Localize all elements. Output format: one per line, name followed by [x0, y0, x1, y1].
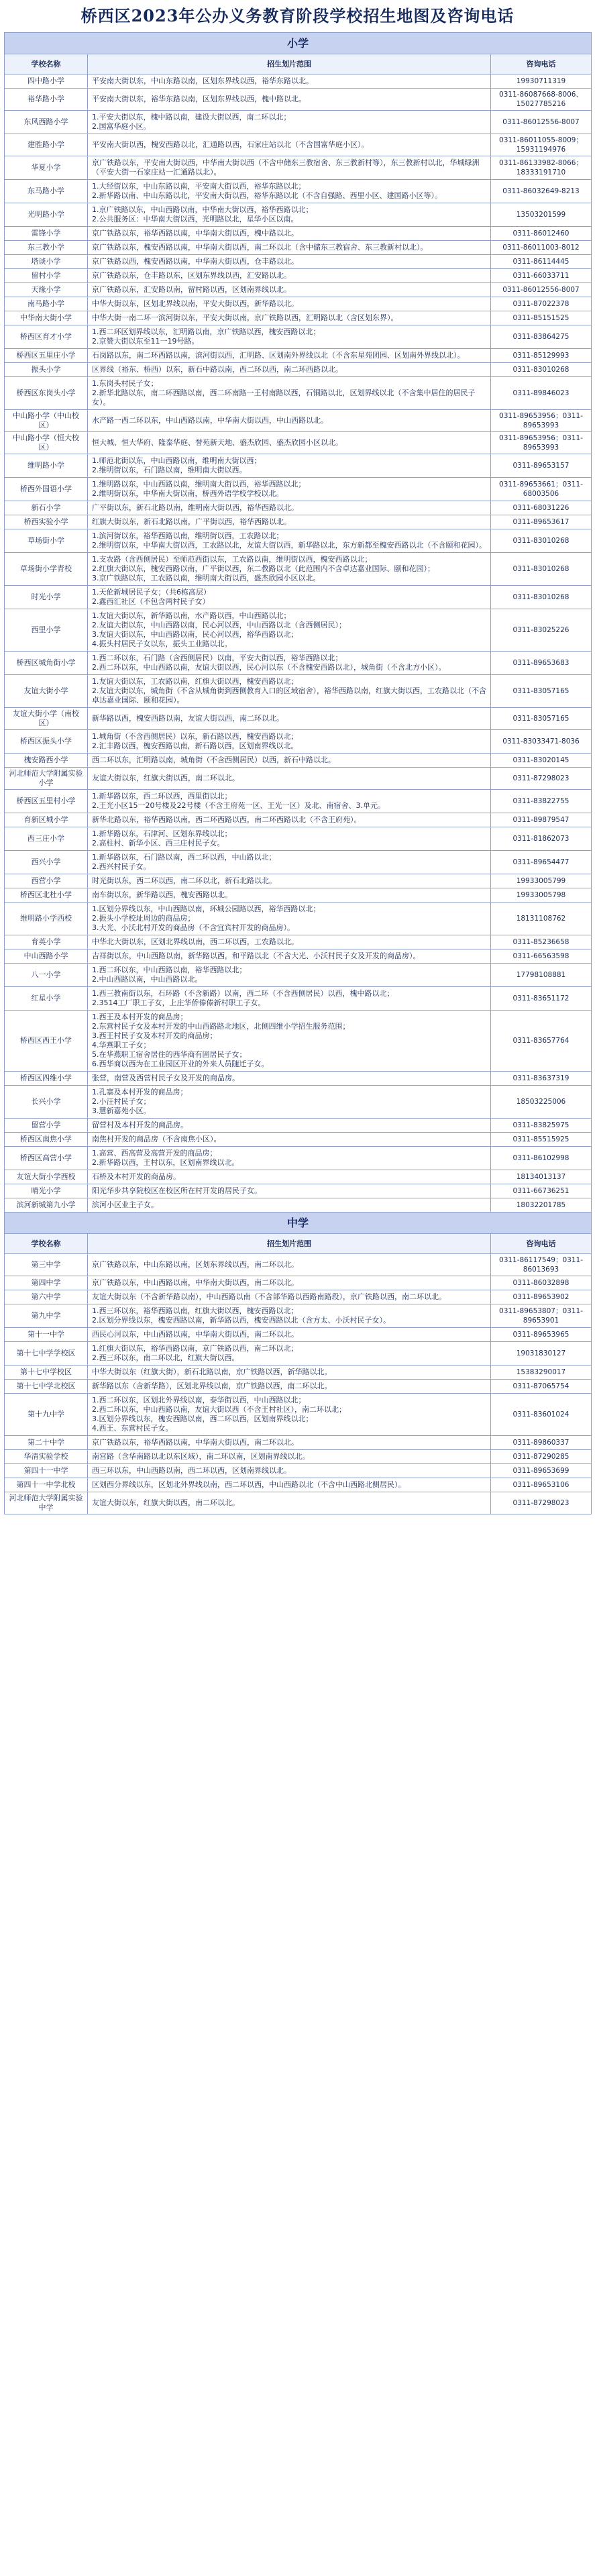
column-header-phone: 咨询电话	[491, 54, 592, 74]
table-row	[5, 454, 592, 478]
enrollment-range: 南车街以东，新华路以西，槐安西路以北。	[88, 888, 491, 903]
table-row	[5, 1328, 592, 1342]
school-name: 第四十一中学	[5, 1464, 88, 1478]
table-row	[5, 410, 592, 432]
consult-phone: 0311-86011055-8009；15931194976	[491, 134, 592, 156]
school-name: 中山路小学（中山校区）	[5, 410, 88, 432]
enrollment-range: 1.友谊大街以东，工农路以南，红旗大街以西，槐安西路以北； 2.友谊大街以东，城角街（不含从城角街到西侧教育入口的区域宿舍），裕华西路以南，红旗大街以西，工农路以北（不含卓达嘉业国际、颐和花园）。	[88, 675, 491, 708]
consult-phone: 0311-89653683	[491, 652, 592, 675]
table-row	[5, 1366, 592, 1380]
school-name: 桥西外国语小学	[5, 478, 88, 501]
table-row	[5, 949, 592, 964]
consult-phone: 0311-83637319	[491, 1072, 592, 1086]
school-name: 塔谈小学	[5, 255, 88, 269]
enrollment-range: 京广铁路以东，槐安西路以南，中华南大街以西，南二环以北（含中储东三教宿舍、东三教新村以北）。	[88, 241, 491, 255]
table-row	[5, 708, 592, 730]
school-name: 留营小学	[5, 1119, 88, 1133]
school-name: 裕华路小学	[5, 89, 88, 111]
table-row	[5, 903, 592, 935]
school-name: 红星小学	[5, 987, 88, 1011]
consult-phone: 0311-86012556-8007	[491, 283, 592, 297]
column-header-range: 招生划片范围	[88, 54, 491, 74]
enrollment-range: 中华北大街以东，区划北界线以南，西二环以西，工农路以北。	[88, 935, 491, 949]
consult-phone: 0311-83825975	[491, 1119, 592, 1133]
section-header-row	[5, 1213, 592, 1234]
table-row	[5, 529, 592, 553]
enrollment-range: 1.天伦新城居民子女；（共6栋高层） 2.鑫西汇社区（不包含两村民子女）	[88, 586, 491, 609]
school-name: 东风西路小学	[5, 111, 88, 134]
school-name: 第四十一中学北校	[5, 1478, 88, 1492]
enrollment-range: 吉祥街以东，中山西路以南，新华路以西，和平路以北（不含大光、小沃村民子女及开发的商品房）。	[88, 949, 491, 964]
table-row	[5, 1464, 592, 1478]
school-name: 维明路小学西校	[5, 903, 88, 935]
table-row	[5, 730, 592, 754]
enrollment-range: 广平街以东，新石北路以南，维明南大街以西，裕华西路以北。	[88, 501, 491, 515]
table-row	[5, 1133, 592, 1147]
school-name: 中山西路小学	[5, 949, 88, 964]
enrollment-range: 1.东岗头村民子女； 2.新华北路以东，南二环西路以南，西二环南路一王村南路以西，石铜路以北，区划界线以北（不含集中居住的居民子女）。	[88, 377, 491, 410]
enrollment-range: 1.支农路（含西侧居民）至师范西街以东，工农路以南，维明街以西，槐安西路以北； 2.红旗大街以东，槐安西路以南，广平街以西，东二教路以北（此范围内不含卓达嘉业国际、颐和花园）； 3.京广铁路以东，工农路以南，维明南大街以西，盛杰欣园小区以北。	[88, 553, 491, 586]
consult-phone: 0311-87298023	[491, 1492, 592, 1514]
school-name: 桥西区五里庄小学	[5, 349, 88, 363]
consult-phone: 0311-85236658	[491, 935, 592, 949]
school-name: 东马路小学	[5, 180, 88, 203]
school-name: 桥西区五里村小学	[5, 790, 88, 813]
table-row	[5, 269, 592, 283]
consult-phone: 0311-83033471-8036	[491, 730, 592, 754]
enrollment-range: 1.红旗大街以东，裕华西路以南，京广铁路以西，南二环以北； 2.西三环以东，南二环以北，红旗大街以西。	[88, 1342, 491, 1366]
school-name: 四中路小学	[5, 74, 88, 89]
enrollment-range: 京广铁路以西，槐安西路以南，中华南大街以西，仓丰路以北。	[88, 255, 491, 269]
table-row	[5, 1342, 592, 1366]
enrollment-range: 1.西二环区划界线以东，汇明路以南，京广铁路以西，槐安西路以北； 2.京赞大街以东至11一19号路。	[88, 325, 491, 349]
enrollment-range: 1.区划分界线以东，中山西路以南，环城公园路以西，裕华西路以北； 2.振头小学校址周边的商品房； 3.大光、小沃北村开发的商品房（不含宜宾村开发的商品房）。	[88, 903, 491, 935]
enrollment-range: 中华大街以东，区划北界线以南，平安大街以西，新华路以北。	[88, 297, 491, 311]
school-name: 桥西区高营小学	[5, 1147, 88, 1170]
enrollment-range: 张营，南营及西营村民子女及开发的商品房。	[88, 1072, 491, 1086]
consult-phone: 0311-86117549；0311-86013693	[491, 1254, 592, 1276]
school-name: 西里小学	[5, 609, 88, 652]
enrollment-range: 平安南大街以东，中山东路以南，区划东界线以西，裕华东路以北。	[88, 74, 491, 89]
consult-phone: 0311-86114445	[491, 255, 592, 269]
school-name: 雷锋小学	[5, 227, 88, 241]
school-name: 桥西区南焦小学	[5, 1133, 88, 1147]
section-header-row	[5, 33, 592, 54]
school-name: 桥西区西王小学	[5, 1011, 88, 1072]
enrollment-range: 西三环以东，中山西路以南，西二环以西，区划南界线以北。	[88, 1464, 491, 1478]
enrollment-range: 西民心河以东，中山西路以南，中华南大街以西，南二环以北。	[88, 1328, 491, 1342]
table-row	[5, 363, 592, 377]
table-row	[5, 1254, 592, 1276]
consult-phone: 0311-89653157	[491, 454, 592, 478]
table-row	[5, 1478, 592, 1492]
consult-phone: 17798108881	[491, 964, 592, 987]
enrollment-range: 水产路一西二环以东，中山西路以南，中华南大街以西，中山西路以北。	[88, 410, 491, 432]
school-name: 桥西区振头小学	[5, 730, 88, 754]
enrollment-range: 1.京广铁路以东，中山西路以南，中华南大街以西，裕华西路以北； 2.公共服务区：中华南大街以西，光明路以北，星华小区以南。	[88, 203, 491, 227]
consult-phone: 0311-83025226	[491, 609, 592, 652]
enrollment-table	[4, 32, 592, 1514]
school-name: 八一小学	[5, 964, 88, 987]
consult-phone: 19933005798	[491, 888, 592, 903]
school-name: 桥西区育才小学	[5, 325, 88, 349]
table-row	[5, 652, 592, 675]
enrollment-range: 1.城角街（不含西侧居民）以东，新石路以西，槐安西路以北； 2.汇丰路以西，槐安西路以南，新石路以西，区划南界线以北。	[88, 730, 491, 754]
school-name: 第十七中学学校区	[5, 1342, 88, 1366]
table-row	[5, 987, 592, 1011]
table-row	[5, 813, 592, 827]
enrollment-range: 京广铁路以东，平安南大街以西，中华南大街以西（不含中储东三教宿舍、东三教新村等），东三教新村以北，华城绿洲（平安大街一石家庄站一汇通路以北）。	[88, 156, 491, 180]
enrollment-range: 石桥及本村开发的商品房。	[88, 1170, 491, 1184]
table-row	[5, 1304, 592, 1328]
enrollment-range: 1.新华路以东，石门路以南，西二环以西，中山路以北； 2.西兴村民子女。	[88, 851, 491, 874]
school-name: 友谊大街小学	[5, 675, 88, 708]
table-row	[5, 478, 592, 501]
school-name: 天缘小学	[5, 283, 88, 297]
column-header-name: 学校名称	[5, 1234, 88, 1254]
school-name: 第四中学	[5, 1276, 88, 1290]
table-row	[5, 325, 592, 349]
table-row	[5, 89, 592, 111]
school-name: 时光小学	[5, 586, 88, 609]
table-row	[5, 1147, 592, 1170]
enrollment-range: 1.大经街以东，中山东路以南，平安南大街以西，裕华东路以北； 2.新华路以南、中山东路以北，平安南大街以西，裕华东路以北（不含自强路、西里小区、建国路小区等）。	[88, 180, 491, 203]
column-header-row	[5, 54, 592, 74]
consult-phone: 15383290017	[491, 1366, 592, 1380]
column-header-range: 招生划片范围	[88, 1234, 491, 1254]
consult-phone: 0311-86032649-8213	[491, 180, 592, 203]
enrollment-range: 南宫路（含华南路以北以东区域），南二环以南，区划南界线以北。	[88, 1450, 491, 1464]
school-name: 滨河新城第九小学	[5, 1198, 88, 1213]
table-row	[5, 311, 592, 325]
enrollment-range: 石岗路以东，南二环西路以南，滨河街以西，汇明路、区划南外界线以北（不含东星苑团园、区划南外界线以北）。	[88, 349, 491, 363]
table-row	[5, 156, 592, 180]
table-row	[5, 432, 592, 454]
school-name: 第十七中学校区	[5, 1366, 88, 1380]
consult-phone: 0311-83822755	[491, 790, 592, 813]
school-name: 第六中学	[5, 1290, 88, 1304]
school-name: 第三中学	[5, 1254, 88, 1276]
school-name: 华夏小学	[5, 156, 88, 180]
enrollment-range: 南焦村开发的商品房（不含南焦小区）。	[88, 1133, 491, 1147]
consult-phone: 0311-87065754	[491, 1380, 592, 1394]
table-row	[5, 1380, 592, 1394]
enrollment-range: 1.师范北街以东，中山西路以南，维明南大街以西； 2.维明街以东，石门路以南，维明南大街以西。	[88, 454, 491, 478]
table-row	[5, 1119, 592, 1133]
consult-phone: 0311-85129993	[491, 349, 592, 363]
consult-phone: 18131108762	[491, 903, 592, 935]
consult-phone: 0311-81862073	[491, 827, 592, 851]
consult-phone: 0311-66563598	[491, 949, 592, 964]
enrollment-range: 1.友谊大街以东，新华路以南，水产路以西，中山西路以北； 2.友谊大街以东，中山西路以南，民心河以西，中山西路以北（含西侧居民）； 3.友谊大街以东，中山西路以南，民心河以西，裕华西路以北； 4.振头村居民子女以东，振头工业路以北。	[88, 609, 491, 652]
consult-phone: 0311-83057165	[491, 675, 592, 708]
table-row	[5, 515, 592, 529]
enrollment-range: 1.西二环以东，中山西路以南，裕华西路以北； 2.中山西路以南，中山西路以北。	[88, 964, 491, 987]
enrollment-range: 中华大街以东（红旗大街），新石北路以南，京广铁路以西，新华路以北。	[88, 1366, 491, 1380]
school-name: 留村小学	[5, 269, 88, 283]
enrollment-range: 恒大城、恒大华府、隆泰华庭、誉苑新天地、盛杰欣园、盛杰欣园小区以北。	[88, 432, 491, 454]
enrollment-range: 平安南大街以西，槐安西路以北，汇通路以西，石家庄站以北（不含国富华庭小区）。	[88, 134, 491, 156]
table-row	[5, 180, 592, 203]
consult-phone: 19930711319	[491, 74, 592, 89]
school-name: 晴光小学	[5, 1184, 88, 1198]
table-row	[5, 1170, 592, 1184]
enrollment-range: 阳光华步共享院校区在校区所在村开发的居民子女。	[88, 1184, 491, 1198]
school-name: 华清实验学校	[5, 1450, 88, 1464]
consult-phone: 0311-68031226	[491, 501, 592, 515]
consult-phone: 18503225006	[491, 1086, 592, 1119]
table-row	[5, 586, 592, 609]
school-name: 河北师范大学附属实验小学	[5, 768, 88, 790]
school-name: 桥西实验小学	[5, 515, 88, 529]
table-row	[5, 349, 592, 363]
school-name: 第二十中学	[5, 1436, 88, 1450]
column-header-name: 学校名称	[5, 54, 88, 74]
table-row	[5, 1394, 592, 1436]
page-title: 桥西区2023年公办义务教育阶段学校招生地图及咨询电话	[80, 6, 515, 25]
school-name: 桥西区东岗头小学	[5, 377, 88, 410]
enrollment-range: 红旗大街以东，新石北路以南，广平街以西，裕华西路以北。	[88, 515, 491, 529]
table-row	[5, 1072, 592, 1086]
school-name: 西兴小学	[5, 851, 88, 874]
table-row	[5, 1086, 592, 1119]
consult-phone: 0311-89653956；0311-89653993	[491, 410, 592, 432]
enrollment-range: 1.维明路以东，中山西路以南，维明南大街以西，裕华西路以北； 2.维明街以东，中华南大街以南，桥西外语学校学校以北。	[88, 478, 491, 501]
consult-phone: 0311-89653617	[491, 515, 592, 529]
consult-phone: 0311-85515925	[491, 1133, 592, 1147]
consult-phone: 0311-83010268	[491, 363, 592, 377]
consult-phone: 0311-87290285	[491, 1450, 592, 1464]
school-name: 草场街小学青校	[5, 553, 88, 586]
school-name: 第十一中学	[5, 1328, 88, 1342]
enrollment-range: 新华路以西，槐安西路以南，友谊大街以西，南二环以北。	[88, 708, 491, 730]
table-row	[5, 1290, 592, 1304]
enrollment-range: 时光街以东，西二环以西，南二环以北，新石北路以北。	[88, 874, 491, 888]
table-row	[5, 134, 592, 156]
consult-phone: 0311-89653956；0311-89653993	[491, 432, 592, 454]
enrollment-range: 友谊大街以东，红旗大街以西，南二环以北。	[88, 768, 491, 790]
school-name: 第九中学	[5, 1304, 88, 1328]
school-name: 西营小学	[5, 874, 88, 888]
consult-phone: 0311-87298023	[491, 768, 592, 790]
school-name: 振头小学	[5, 363, 88, 377]
enrollment-range: 京广铁路以东，汇安路以南，留村路以西，区划南界线以北。	[88, 283, 491, 297]
consult-phone: 0311-86012460	[491, 227, 592, 241]
consult-phone: 0311-86087668-8006、15027785216	[491, 89, 592, 111]
table-row	[5, 827, 592, 851]
table-row	[5, 675, 592, 708]
enrollment-range: 1.西三环以东，裕华西路以南，红旗大街以西，槐安西路以北； 2.区划分界线以东，槐安西路以南，新华路以西，槐安西路以北（含方太、小沃村民子女）。	[88, 1304, 491, 1328]
enrollment-range: 区界线（裕东、桥西）以东，新石中路以南，西二环以西，南二环西路以北。	[88, 363, 491, 377]
school-name: 新石小学	[5, 501, 88, 515]
consult-phone: 0311-86011003-8012	[491, 241, 592, 255]
consult-phone: 0311-89653661；0311-68003506	[491, 478, 592, 501]
table-row	[5, 609, 592, 652]
school-name: 第十七中学北校区	[5, 1380, 88, 1394]
consult-phone: 0311-83020145	[491, 754, 592, 768]
enrollment-table-body	[5, 33, 592, 1514]
table-row	[5, 241, 592, 255]
consult-phone: 0311-83657764	[491, 1011, 592, 1072]
table-row	[5, 754, 592, 768]
consult-phone: 0311-87022378	[491, 297, 592, 311]
table-row	[5, 1492, 592, 1514]
school-name: 草场街小学	[5, 529, 88, 553]
school-name: 东三教小学	[5, 241, 88, 255]
enrollment-range: 友谊大街以东，红旗大街以西，南二环以北。	[88, 1492, 491, 1514]
school-name: 友谊大街小学西校	[5, 1170, 88, 1184]
school-name: 友谊大街小学（南校区）	[5, 708, 88, 730]
enrollment-range: 1.新华路以东，石津河、区划东界线以北； 2.高柱村、新华小区、西三庄村民子女。	[88, 827, 491, 851]
enrollment-range: 京广铁路以东，中山西路以南，中华南大街以西，南二环以北。	[88, 1276, 491, 1290]
consult-phone: 0311-86102998	[491, 1147, 592, 1170]
school-name: 光明路小学	[5, 203, 88, 227]
consult-phone: 0311-83651172	[491, 987, 592, 1011]
enrollment-range: 1.新华路以东，西二环以西，西里街以北； 2.王光小区15一20号楼及22号楼（不含王府苑一区、王光一区）及北、南宿舍、3.单元。	[88, 790, 491, 813]
school-name: 桥西区四维小学	[5, 1072, 88, 1086]
table-row	[5, 283, 592, 297]
enrollment-range: 1.西王及本村开发的商品房； 2.东营村民子女及本村开发的中山西路路北地区，北侧四维小学招生服务范围； 3.西王村民子女及本村开发的商品房； 4.华燕职工子女； 5.在华燕职工宿舍居住的西华商有固居民子女； 6.西华商以西为在工业园区开业的外来人员随迁子女。	[88, 1011, 491, 1072]
enrollment-range: 1.平安大街以东，槐中路以南，建设大街以西，南二环以北； 2.国富华庭小区。	[88, 111, 491, 134]
table-row	[5, 227, 592, 241]
consult-phone: 0311-89654477	[491, 851, 592, 874]
table-row	[5, 1011, 592, 1072]
consult-phone: 0311-89653807；0311-89653901	[491, 1304, 592, 1328]
consult-phone: 18032201785	[491, 1198, 592, 1213]
consult-phone: 0311-85151525	[491, 311, 592, 325]
table-row	[5, 851, 592, 874]
table-row	[5, 1184, 592, 1198]
table-row	[5, 255, 592, 269]
table-row	[5, 377, 592, 410]
enrollment-range: 留营村及本村开发的商品房。	[88, 1119, 491, 1133]
consult-phone: 0311-89653965	[491, 1328, 592, 1342]
school-name: 长兴小学	[5, 1086, 88, 1119]
school-name: 育新区城小学	[5, 813, 88, 827]
enrollment-range: 西二环以东，汇明路以南，城角街（不含西侧居民）以西，新石中路以北。	[88, 754, 491, 768]
enrollment-range: 京广铁路以东，中山东路以南，区划东界线以西，南二环以北。	[88, 1254, 491, 1276]
school-name: 中华南大街小学	[5, 311, 88, 325]
table-row	[5, 874, 592, 888]
consult-phone: 0311-83010268	[491, 553, 592, 586]
column-header-row	[5, 1234, 592, 1254]
consult-phone: 0311-83010268	[491, 586, 592, 609]
table-row	[5, 888, 592, 903]
enrollment-range: 中华大街一南二环一滨河街以东，平安大街以南，京广铁路以西，汇明路以北（含区划东界）。	[88, 311, 491, 325]
enrollment-range: 1.孔寨及本村开发的商品房； 2.小汪村民子女； 3.慧新嘉苑小区。	[88, 1086, 491, 1119]
consult-phone: 0311-89653699	[491, 1464, 592, 1478]
consult-phone: 19933005799	[491, 874, 592, 888]
enrollment-range: 区划西分界线以东，区划北外界线以南，西二环以西，中山西路以北（不含中山西路北侧居民）。	[88, 1478, 491, 1492]
column-header-phone: 咨询电话	[491, 1234, 592, 1254]
consult-phone: 0311-89653902	[491, 1290, 592, 1304]
enrollment-range: 京广铁路以东，裕华西路以南，中华南大街以西，槐中路以北。	[88, 227, 491, 241]
table-row	[5, 935, 592, 949]
consult-phone: 18134013137	[491, 1170, 592, 1184]
table-row	[5, 1198, 592, 1213]
section-title: 小学	[5, 33, 592, 54]
school-name: 桥西区北杜小学	[5, 888, 88, 903]
consult-phone: 0311-89879547	[491, 813, 592, 827]
table-row	[5, 553, 592, 586]
enrollment-range: 新华北路以东，裕华西路以南，西二环西路以西，南二环西路以北（不含王府苑）。	[88, 813, 491, 827]
consult-phone: 0311-89653106	[491, 1478, 592, 1492]
enrollment-range: 京广铁路以东，裕华西路以南，中华南大街以西，南二环以北。	[88, 1436, 491, 1450]
school-name: 建胜路小学	[5, 134, 88, 156]
table-row	[5, 297, 592, 311]
school-name: 维明路小学	[5, 454, 88, 478]
section-title: 中学	[5, 1213, 592, 1234]
consult-phone: 0311-86012556-8007	[491, 111, 592, 134]
consult-phone: 0311-66033711	[491, 269, 592, 283]
consult-phone: 0311-83010268	[491, 529, 592, 553]
table-row	[5, 501, 592, 515]
enrollment-range: 友谊大街以东（不含新华路以南），中山西路以南（不含部华路以西路南路段），京广铁路以西，南二环以北。	[88, 1290, 491, 1304]
table-row	[5, 111, 592, 134]
enrollment-range: 1.西二环以东，石门路（含西侧居民）以南，平安大街以西，裕华西路以北； 2.西二环以东，中山西路以南，友谊大街以西，民心河以东（不含槐安西路以北），城角街（不含北方小区）。	[88, 652, 491, 675]
table-row	[5, 768, 592, 790]
consult-phone: 0311-83864275	[491, 325, 592, 349]
table-row	[5, 1450, 592, 1464]
consult-phone: 0311-86032898	[491, 1276, 592, 1290]
school-name: 河北师范大学附属实验中学	[5, 1492, 88, 1514]
enrollment-range: 滨河小区业主子女。	[88, 1198, 491, 1213]
consult-phone: 0311-66736251	[491, 1184, 592, 1198]
school-name: 育英小学	[5, 935, 88, 949]
consult-phone: 0311-89860337	[491, 1436, 592, 1450]
enrollment-range: 1.西二环以东，区划北外界线以南，泰华街以西，中山西路以北； 2.西二环以东，中山西路以南，友谊大街以西（不含王村社区），南二环以北； 3.区划分界线以东，槐安西路以南，西二环以西，区划南界线以北； 4.西王、东营村民子女。	[88, 1394, 491, 1436]
school-name: 桥西区城角街小学	[5, 652, 88, 675]
table-row	[5, 203, 592, 227]
enrollment-range: 1.西三教南街以东，石环路（不含新路）以南，西二环（不含西侧居民）以西，槐中路以北； 2.3514工厂职工子女，上庄华侨傣傣新村职工子女。	[88, 987, 491, 1011]
table-row	[5, 1436, 592, 1450]
enrollment-range: 京广铁路以东，仓丰路以东，区划东界线以西，汇安路以北。	[88, 269, 491, 283]
enrollment-range: 1.滨河街以东，裕华西路以南，维明街以西，工农路以北； 2.维明街以东，中华南大街以西，工农路以北，友谊大街以西，新华路以北，东方新都至槐安西路以北（不含颐和花园）。	[88, 529, 491, 553]
school-name: 第十九中学	[5, 1394, 88, 1436]
consult-phone: 0311-89846023	[491, 377, 592, 410]
consult-phone: 13503201599	[491, 203, 592, 227]
school-name: 西三庄小学	[5, 827, 88, 851]
consult-phone: 0311-86133982-8066；18333191710	[491, 156, 592, 180]
enrollment-range: 平安南大街以东，裕华东路以南，区划东界线以西，槐中路以北。	[88, 89, 491, 111]
enrollment-range: 新华路以东（含新华路），区划北界线以南，京广铁路以西，南二环以北。	[88, 1380, 491, 1394]
consult-phone: 0311-83057165	[491, 708, 592, 730]
table-row	[5, 1276, 592, 1290]
consult-phone: 19031830127	[491, 1342, 592, 1366]
enrollment-range: 1.高营、西高营及高营开发的商品房； 2.新华路以西，王村以东，区划南界线以北。	[88, 1147, 491, 1170]
table-row	[5, 964, 592, 987]
table-row	[5, 74, 592, 89]
school-name: 槐安路西小学	[5, 754, 88, 768]
consult-phone: 0311-83601024	[491, 1394, 592, 1436]
table-row	[5, 790, 592, 813]
school-name: 中山路小学（恒大校区）	[5, 432, 88, 454]
school-name: 南马路小学	[5, 297, 88, 311]
